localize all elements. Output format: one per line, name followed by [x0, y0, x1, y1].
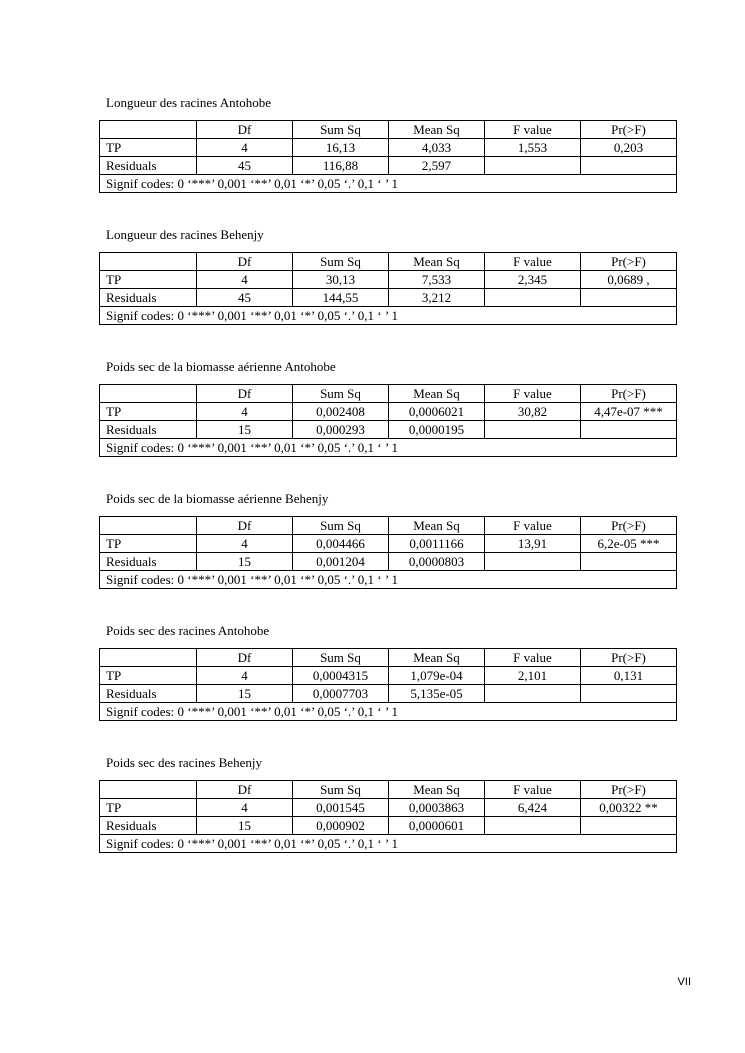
table-title: Poids sec des racines Antohobe: [106, 623, 270, 638]
table-cell: [485, 817, 581, 835]
table-cell: 15: [197, 685, 293, 703]
row-label: Residuals: [100, 817, 197, 835]
table-title: Longueur des racines Antohobe: [106, 95, 271, 110]
table-title: Poids sec des racines Behenjy: [106, 755, 262, 770]
column-header: F value: [485, 253, 581, 271]
signif-codes: Signif codes: 0 ‘***’ 0,001 ‘**’ 0,01 ‘*’ 0,05 ‘.’ 0,1 ‘ ’ 1: [100, 703, 677, 721]
table-header-row: [100, 385, 677, 403]
table-cell: 0,0000195: [389, 421, 485, 439]
table-cell: 30,82: [485, 403, 581, 421]
signif-codes: Signif codes: 0 ‘***’ 0,001 ‘**’ 0,01 ‘*’ 0,05 ‘.’ 0,1 ‘ ’ 1: [100, 835, 677, 853]
table-header-row: [100, 121, 677, 139]
table-cell: 4: [197, 271, 293, 289]
table-cell: 1,079e-04: [389, 667, 485, 685]
anova-table: [99, 516, 677, 589]
column-header: Sum Sq: [293, 517, 389, 535]
table-cell: [485, 289, 581, 307]
table-row: [100, 535, 677, 553]
column-header: F value: [485, 121, 581, 139]
table-cell: 0,0004315: [293, 667, 389, 685]
column-header: Df: [197, 781, 293, 799]
column-header: [100, 121, 197, 139]
table-cell: 4: [197, 535, 293, 553]
row-label: Residuals: [100, 685, 197, 703]
table-row: [100, 685, 677, 703]
column-header: Df: [197, 253, 293, 271]
column-header: Sum Sq: [293, 121, 389, 139]
anova-table: [99, 780, 677, 853]
table-cell: 0,0689 ,: [581, 271, 677, 289]
table-cell: 0,004466: [293, 535, 389, 553]
table-cell: [485, 553, 581, 571]
row-label: Residuals: [100, 157, 197, 175]
row-label: Residuals: [100, 421, 197, 439]
table-cell: 0,000902: [293, 817, 389, 835]
column-header: Sum Sq: [293, 781, 389, 799]
table-cell: 13,91: [485, 535, 581, 553]
column-header: Df: [197, 385, 293, 403]
table-cell: [485, 157, 581, 175]
column-header: Pr(>F): [581, 121, 677, 139]
table-row: [100, 271, 677, 289]
column-header: Mean Sq: [389, 781, 485, 799]
column-header: Pr(>F): [581, 517, 677, 535]
table-row: [100, 817, 677, 835]
anova-table: [99, 252, 677, 325]
table-cell: 15: [197, 421, 293, 439]
signif-codes: Signif codes: 0 ‘***’ 0,001 ‘**’ 0,01 ‘*’ 0,05 ‘.’ 0,1 ‘ ’ 1: [100, 571, 677, 589]
signif-codes-row: [100, 175, 677, 193]
column-header: Df: [197, 649, 293, 667]
table-cell: 0,131: [581, 667, 677, 685]
table-row: [100, 403, 677, 421]
table-cell: 0,0000601: [389, 817, 485, 835]
table-cell: 5,135e-05: [389, 685, 485, 703]
column-header: Mean Sq: [389, 385, 485, 403]
column-header: Mean Sq: [389, 253, 485, 271]
table-cell: 30,13: [293, 271, 389, 289]
table-cell: 4: [197, 403, 293, 421]
table-cell: 15: [197, 553, 293, 571]
table-row: [100, 139, 677, 157]
column-header: Sum Sq: [293, 253, 389, 271]
table-cell: [581, 289, 677, 307]
column-header: F value: [485, 385, 581, 403]
table-row: [100, 289, 677, 307]
table-cell: 2,597: [389, 157, 485, 175]
table-cell: 45: [197, 289, 293, 307]
table-row: [100, 667, 677, 685]
anova-table: [99, 648, 677, 721]
signif-codes-row: [100, 835, 677, 853]
table-header-row: [100, 781, 677, 799]
column-header: Df: [197, 121, 293, 139]
column-header: Mean Sq: [389, 649, 485, 667]
table-cell: 3,212: [389, 289, 485, 307]
table-cell: 4: [197, 667, 293, 685]
table-title: Longueur des racines Behenjy: [106, 227, 264, 242]
anova-table: [99, 120, 677, 193]
table-cell: 7,533: [389, 271, 485, 289]
table-cell: [485, 421, 581, 439]
table-cell: 1,553: [485, 139, 581, 157]
table-cell: 0,001545: [293, 799, 389, 817]
table-cell: 116,88: [293, 157, 389, 175]
signif-codes-row: [100, 571, 677, 589]
table-header-row: [100, 253, 677, 271]
column-header: Pr(>F): [581, 781, 677, 799]
table-cell: 4: [197, 799, 293, 817]
column-header: Mean Sq: [389, 517, 485, 535]
table-cell: 0,0006021: [389, 403, 485, 421]
signif-codes-row: [100, 439, 677, 457]
table-cell: 15: [197, 817, 293, 835]
row-label: TP: [100, 667, 197, 685]
table-cell: 0,000293: [293, 421, 389, 439]
table-title: Poids sec de la biomasse aérienne Antohobe: [106, 359, 336, 374]
row-label: TP: [100, 799, 197, 817]
table-cell: 144,55: [293, 289, 389, 307]
table-cell: 0,001204: [293, 553, 389, 571]
table-cell: [581, 685, 677, 703]
signif-codes-row: [100, 703, 677, 721]
table-row: [100, 799, 677, 817]
anova-table: [99, 384, 677, 457]
table-header-row: [100, 649, 677, 667]
row-label: Residuals: [100, 553, 197, 571]
column-header: [100, 385, 197, 403]
table-cell: 6,2e-05 ***: [581, 535, 677, 553]
table-cell: 4,033: [389, 139, 485, 157]
row-label: TP: [100, 139, 197, 157]
table-cell: [581, 157, 677, 175]
table-cell: 0,002408: [293, 403, 389, 421]
row-label: Residuals: [100, 289, 197, 307]
table-cell: 2,345: [485, 271, 581, 289]
column-header: Pr(>F): [581, 385, 677, 403]
page-number: VII: [677, 976, 691, 988]
column-header: F value: [485, 517, 581, 535]
column-header: Sum Sq: [293, 385, 389, 403]
table-cell: 0,0007703: [293, 685, 389, 703]
column-header: [100, 253, 197, 271]
table-cell: 0,0000803: [389, 553, 485, 571]
table-header-row: [100, 517, 677, 535]
column-header: Pr(>F): [581, 649, 677, 667]
table-cell: 0,0003863: [389, 799, 485, 817]
row-label: TP: [100, 535, 197, 553]
signif-codes: Signif codes: 0 ‘***’ 0,001 ‘**’ 0,01 ‘*’ 0,05 ‘.’ 0,1 ‘ ’ 1: [100, 439, 677, 457]
table-title: Poids sec de la biomasse aérienne Behenjy: [106, 491, 329, 506]
column-header: [100, 781, 197, 799]
table-cell: 4,47e-07 ***: [581, 403, 677, 421]
column-header: [100, 649, 197, 667]
table-row: [100, 157, 677, 175]
table-cell: 2,101: [485, 667, 581, 685]
table-cell: 16,13: [293, 139, 389, 157]
column-header: Sum Sq: [293, 649, 389, 667]
table-cell: [485, 685, 581, 703]
table-row: [100, 421, 677, 439]
column-header: [100, 517, 197, 535]
table-cell: 0,00322 **: [581, 799, 677, 817]
column-header: Df: [197, 517, 293, 535]
signif-codes: Signif codes: 0 ‘***’ 0,001 ‘**’ 0,01 ‘*’ 0,05 ‘.’ 0,1 ‘ ’ 1: [100, 175, 677, 193]
table-cell: [581, 817, 677, 835]
column-header: Pr(>F): [581, 253, 677, 271]
table-cell: 0,203: [581, 139, 677, 157]
row-label: TP: [100, 271, 197, 289]
signif-codes-row: [100, 307, 677, 325]
column-header: Mean Sq: [389, 121, 485, 139]
table-cell: 0,0011166: [389, 535, 485, 553]
table-cell: [581, 553, 677, 571]
column-header: F value: [485, 781, 581, 799]
table-cell: 45: [197, 157, 293, 175]
signif-codes: Signif codes: 0 ‘***’ 0,001 ‘**’ 0,01 ‘*’ 0,05 ‘.’ 0,1 ‘ ’ 1: [100, 307, 677, 325]
table-cell: [581, 421, 677, 439]
table-row: [100, 553, 677, 571]
table-cell: 6,424: [485, 799, 581, 817]
row-label: TP: [100, 403, 197, 421]
table-cell: 4: [197, 139, 293, 157]
column-header: F value: [485, 649, 581, 667]
